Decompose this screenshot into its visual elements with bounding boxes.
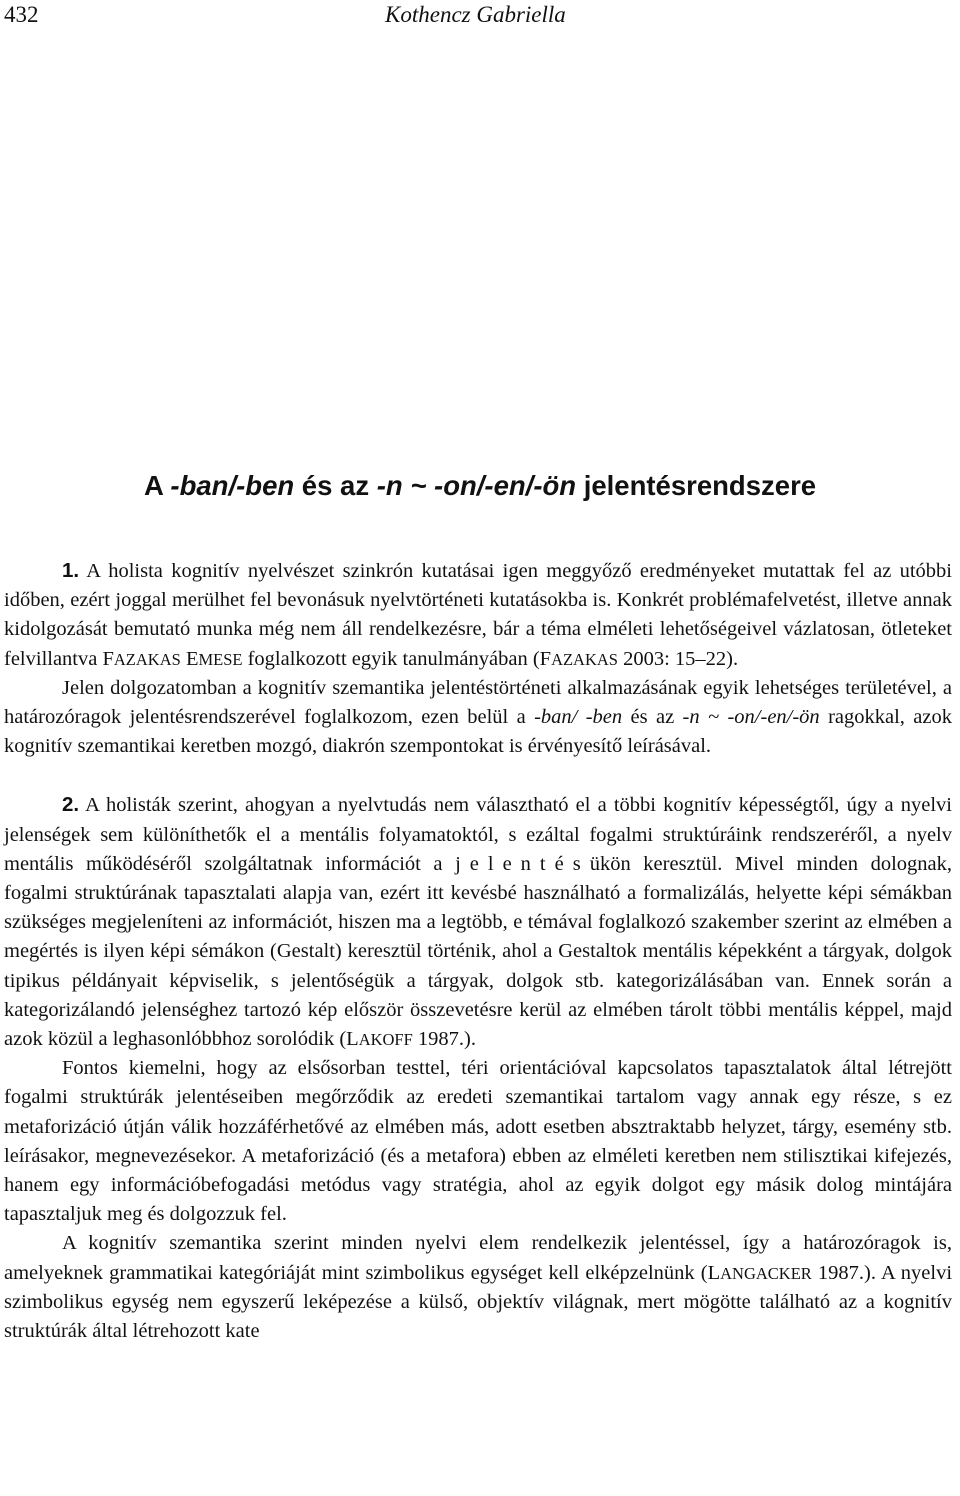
paragraph-text: A holista kognitív nyelvészet szinkrón kutatásai igen meggyőző eredményeket mutattak fel az utóbbi időben, ezért joggal merülhet fel bevonásuk nyelvtörténeti kutatásokba is. Konkrét problémafelvetést, illetve annak kidolgozását bemutató munka még nem áll rendelkezésre, bár a téma elméleti lehetőségeivel vázlatosan, ötleteket felvillantva (4, 560, 952, 670)
paragraph-text: Jelen dolgozatomban a kognitív szemantika jelentéstörténeti alkalmazásának egyik lehetséges területével, a határozóragok jelentésrendszerével foglalkozom, ezen belül a (4, 676, 952, 729)
section-2-paragraph-2: Fontos kiemelni, hogy az elsősorban testtel, téri orientációval kapcsolatos tapasztalatok által létrejött fogalmi struktúrák jelentéseiben megőrződik az eredeti szemantikai tartalom vagy annak egy része, s ez metaforizáció útján válik hozzáférhetővé az elmében más, adott esetben absztraktabb helyzet, tárgy, esemény stb. leírásakor, megnevezésekor. A metaforizáció (és a metafora) ebben az elméleti keretben nem stilisztikai kifejezés, hanem egy információbefogadási metódus vagy stratégia, ahol az egyik dolgot egy másik dolog mintájára tapasztaljuk meg és dolgozzuk fel. (4, 1057, 952, 1226)
section-number: 1. (62, 559, 80, 582)
section-1-paragraph-2 (4, 674, 952, 762)
paragraph-text: A holisták szerint, ahogyan a nyelvtudás nem választható el a többi kognitív képességtől, úgy a nyelvi jelenségek sem különíthetők el a mentális folyamatoktól, s ezáltal fogalmi struktúráink rendszeréről, a nyelv mentális működéséről szolgáltatnak információt a (4, 794, 952, 875)
title-end: jelentésrendszere (576, 470, 817, 501)
citation: LANGACKER 1987.). A nyelvi szimbolikus egység nem egyszerű leképezése a külső, objektív világnak, mert mögötte található az a kognitív struktúrák által létrehozott kate (4, 1261, 953, 1343)
title-suffix-ban-ben: -ban/-ben (170, 470, 295, 501)
paragraph-text: A kognitív szemantika szerint minden nyelvi elem rendelkezik jelentéssel, így a határozóragok is, amelyeknek grammatikai kategóriáját mint szimbolikus egységet kell elképzelnünk ( (4, 1232, 952, 1284)
paragraph-text: foglalkozott egyik tanulmányában ( (242, 647, 540, 670)
paragraph-text: ragokkal, azok kognitív szemantikai keretben mozgó, diakrón szempontokat is érvényesítő leírásával. (4, 706, 952, 758)
title-suffix-n-on-en-on: -n ~ -on/-en/-ön (376, 470, 577, 501)
suffix-example: -n ~ -on/-en/-ön (682, 706, 820, 729)
citation: LAKOFF 1987.). (346, 1028, 476, 1051)
emphasized-word: jelentés (455, 852, 590, 875)
author-name: FAZAKAS EMESE (102, 647, 243, 670)
section-1-paragraph-1 (4, 556, 952, 674)
suffix-example: -ban/ -ben (534, 706, 623, 729)
page-number: 432 (4, 2, 39, 27)
section-number: 2. (62, 793, 80, 817)
citation: FAZAKAS 2003: 15–22). (539, 647, 739, 670)
title-middle: és az (294, 470, 377, 501)
article-body (4, 556, 952, 1346)
article-title (0, 470, 960, 502)
paragraph-text: és az (622, 706, 683, 729)
section-2-paragraph-3 (4, 1229, 952, 1346)
title-prefix: A (143, 470, 171, 501)
paragraph-text: ükön keresztül. Mivel minden dolognak, fogalmi struktúrának tapasztalati alapja van, ezért itt kevésbé használható a formalizálás, helyette képi sémákban szükséges megjeleníteni az információt, hiszen ma a legtöbb, e témával foglalkozó szakember szerint az elmében a megértés is ilyen képi sémákon (Gestalt) keresztül történik, ahol a Gestaltok mentális képekként a tárgyak, dolgok tipikus példányait képviselik, s jelentőségük a tárgyak, dolgok stb. kategorizálásában van. Ennek során a kategorizálandó jelenséghez tartozó kép először összevetésre kerül az elmében tárolt többi mentális képpel, majd azok közül a leghasonlóbbhoz sorolódik ( (4, 852, 952, 1051)
section-2-paragraph-1 (4, 790, 952, 1054)
running-head-author: Kothencz Gabriella (385, 2, 566, 27)
